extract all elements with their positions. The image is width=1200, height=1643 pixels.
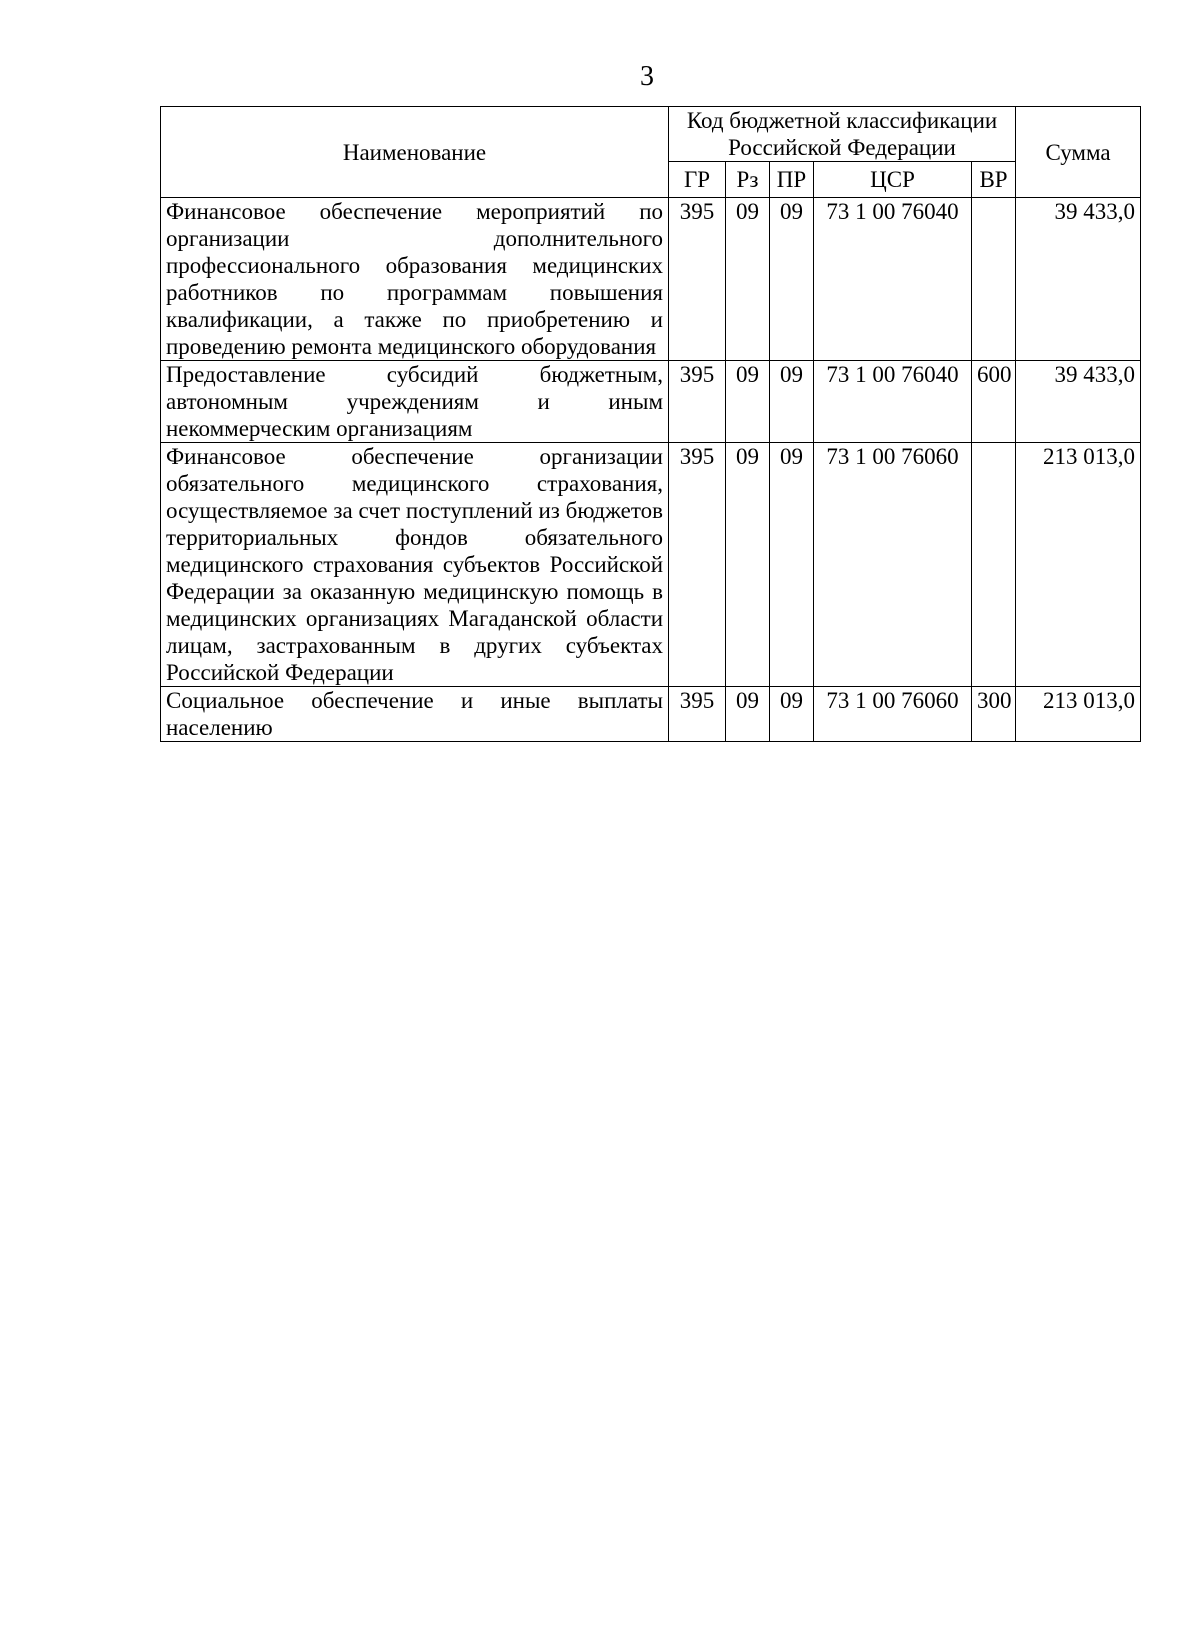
row-pr: 09 xyxy=(770,687,814,742)
table-row xyxy=(161,687,1141,742)
row-gr: 395 xyxy=(669,687,726,742)
header-name: Наименование xyxy=(161,107,669,198)
row-vr: 300 xyxy=(972,687,1016,742)
row-name: Финансовое обеспечение организации обязательного медицинского страхования, осуществляемое за счет поступлений из бюджетов территориальных фондов обязательного медицинского страхования субъектов Российской Федерации за оказанную медицинскую помощь в медицинских организациях Магаданской области лицам, застрахованным в других субъектах Российской Федерации xyxy=(161,443,669,687)
row-sum: 39 433,0 xyxy=(1016,361,1141,443)
table-row xyxy=(161,361,1141,443)
header-row-main xyxy=(161,107,1141,162)
row-rz: 09 xyxy=(726,361,770,443)
row-csr: 73 1 00 76060 xyxy=(814,687,972,742)
row-gr: 395 xyxy=(669,198,726,361)
row-name: Социальное обеспечение и иные выплаты населению xyxy=(161,687,669,742)
row-vr xyxy=(972,198,1016,361)
header-rz: Рз xyxy=(726,162,770,198)
header-code-group: Код бюджетной классификации Российской Федерации xyxy=(669,107,1016,162)
row-pr: 09 xyxy=(770,361,814,443)
row-name: Предоставление субсидий бюджетным, автономным учреждениям и иным некоммерческим организациям xyxy=(161,361,669,443)
row-rz: 09 xyxy=(726,443,770,687)
table-row xyxy=(161,443,1141,687)
row-gr: 395 xyxy=(669,443,726,687)
row-sum: 213 013,0 xyxy=(1016,443,1141,687)
row-rz: 09 xyxy=(726,198,770,361)
row-sum: 39 433,0 xyxy=(1016,198,1141,361)
header-sum: Сумма xyxy=(1016,107,1141,198)
row-vr xyxy=(972,443,1016,687)
row-rz: 09 xyxy=(726,687,770,742)
row-csr: 73 1 00 76040 xyxy=(814,361,972,443)
budget-table xyxy=(160,106,1141,742)
row-vr: 600 xyxy=(972,361,1016,443)
row-pr: 09 xyxy=(770,443,814,687)
row-sum: 213 013,0 xyxy=(1016,687,1141,742)
header-csr: ЦСР xyxy=(814,162,972,198)
row-name: Финансовое обеспечение мероприятий по организации дополнительного профессионального образования медицинских работников по программам повышения квалификации, а также по приобретению и проведению ремонта медицинского оборудования xyxy=(161,198,669,361)
header-gr: ГР xyxy=(669,162,726,198)
header-pr: ПР xyxy=(770,162,814,198)
row-csr: 73 1 00 76060 xyxy=(814,443,972,687)
header-vr: ВР xyxy=(972,162,1016,198)
table-row xyxy=(161,198,1141,361)
row-csr: 73 1 00 76040 xyxy=(814,198,972,361)
row-pr: 09 xyxy=(770,198,814,361)
page-number: 3 xyxy=(640,61,654,92)
row-gr: 395 xyxy=(669,361,726,443)
